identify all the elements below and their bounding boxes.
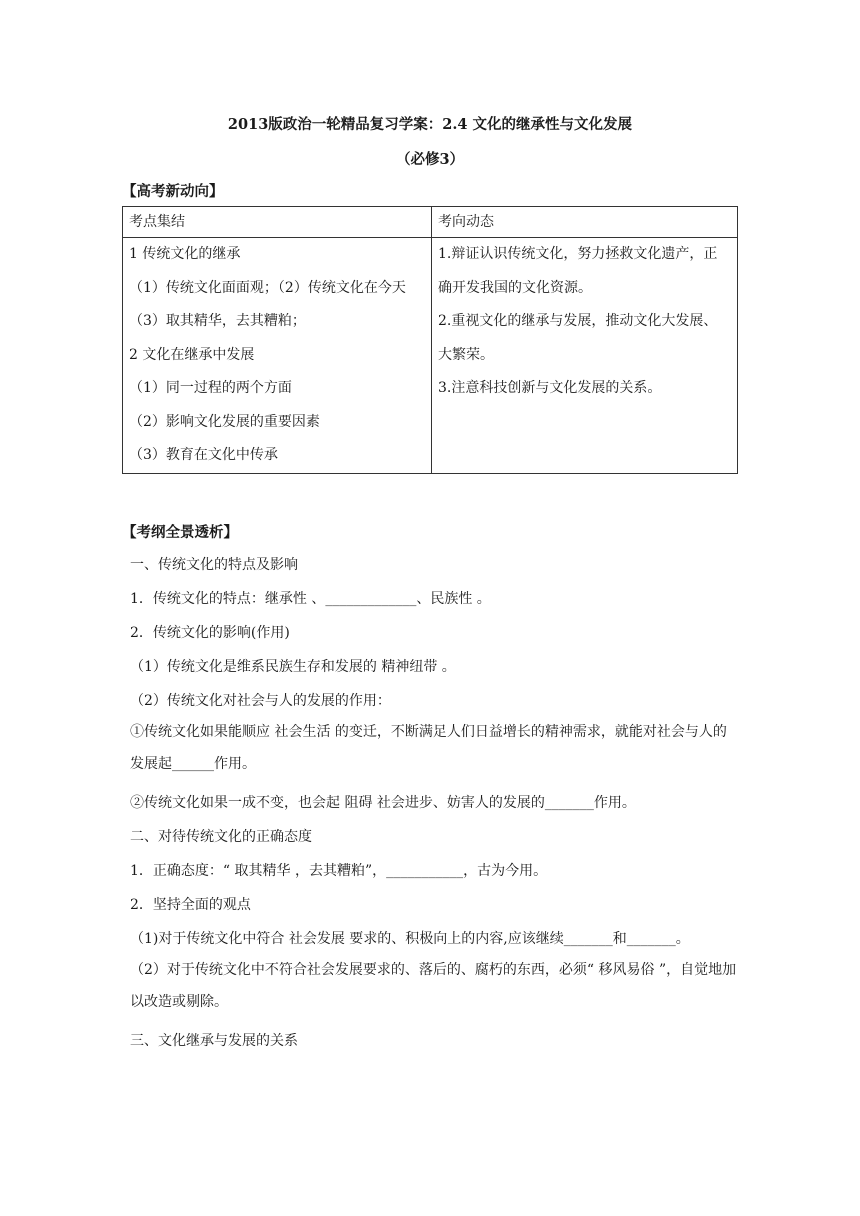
exam-points-table (122, 206, 738, 474)
text-paragraph: ①传统文化如果能顺应 社会生活 的变迁，不断满足人们日益增长的精神需求，就能对社会与人的发展起______作用。 (130, 724, 727, 772)
table-header-row (123, 207, 738, 238)
heading-correct-attitude: 二、对待传统文化的正确态度 (130, 829, 312, 845)
text-line: ②传统文化如果一成不变，也会起 阻碍 社会进步、妨害人的发展的_______作用。 (130, 795, 636, 811)
table-header-trends: 考向动态 (432, 207, 738, 238)
text-line: （2）传统文化对社会与人的发展的作用： (130, 693, 391, 709)
heading-inheritance-development: 三、文化继承与发展的关系 (130, 1033, 298, 1049)
text-line: （1）传统文化是维系民族生存和发展的 精神纽带 。 (130, 659, 456, 675)
list-item: （3）教育在文化中传承 (129, 447, 278, 463)
text-paragraph: （2）对于传统文化中不符合社会发展要求的、落后的、腐朽的东西，必须“ 移风易俗 ”，自觉地加以改造或剔除。 (130, 962, 737, 1010)
list-item: （3）取其精华，去其糟粕； (129, 313, 306, 329)
table-row (123, 238, 738, 474)
section-heading-new-trends: 【高考新动向】 (122, 183, 224, 200)
table-header-points: 考点集结 (123, 207, 432, 238)
list-item: 1.辩证认识传统文化，努力拯救文化遗产，正确开发我国的文化资源。 (438, 246, 718, 296)
table-cell-points (123, 238, 432, 474)
list-item: （1）同一过程的两个方面 (129, 380, 292, 396)
list-item: （1）传统文化面面观；（2）传统文化在今天 (129, 279, 406, 296)
text-line: 1．正确态度：“ 取其精华 ，去其糟粕”，___________，古为今用。 (130, 863, 548, 879)
text-line: （1)对于传统文化中符合 社会发展 要求的、积极向上的内容,应该继续_______和_______。 (130, 931, 690, 947)
list-item: 1 传统文化的继承 (129, 246, 241, 262)
list-item: 2 文化在继承中发展 (129, 346, 255, 363)
list-item: 2.重视文化的继承与发展，推动文化大发展、大繁荣。 (438, 313, 718, 363)
table-cell-trends (432, 238, 738, 474)
list-item: （2）影响文化发展的重要因素 (129, 413, 320, 430)
text-line: 2．传统文化的影响(作用) (130, 625, 290, 641)
text-line: 1．传统文化的特点：继承性 、_____________、民族性 。 (130, 591, 491, 607)
heading-traditional-culture: 一、传统文化的特点及影响 (130, 557, 298, 573)
text-line: 2．坚持全面的观点 (130, 897, 251, 913)
document-subtitle: （必修3） (395, 151, 465, 168)
list-item: 3.注意科技创新与文化发展的关系。 (438, 380, 662, 396)
section-heading-outline: 【考纲全景透析】 (122, 524, 238, 541)
document-title: 2013版政治一轮精品复习学案：2.4 文化的继承性与文化发展 (227, 116, 633, 133)
